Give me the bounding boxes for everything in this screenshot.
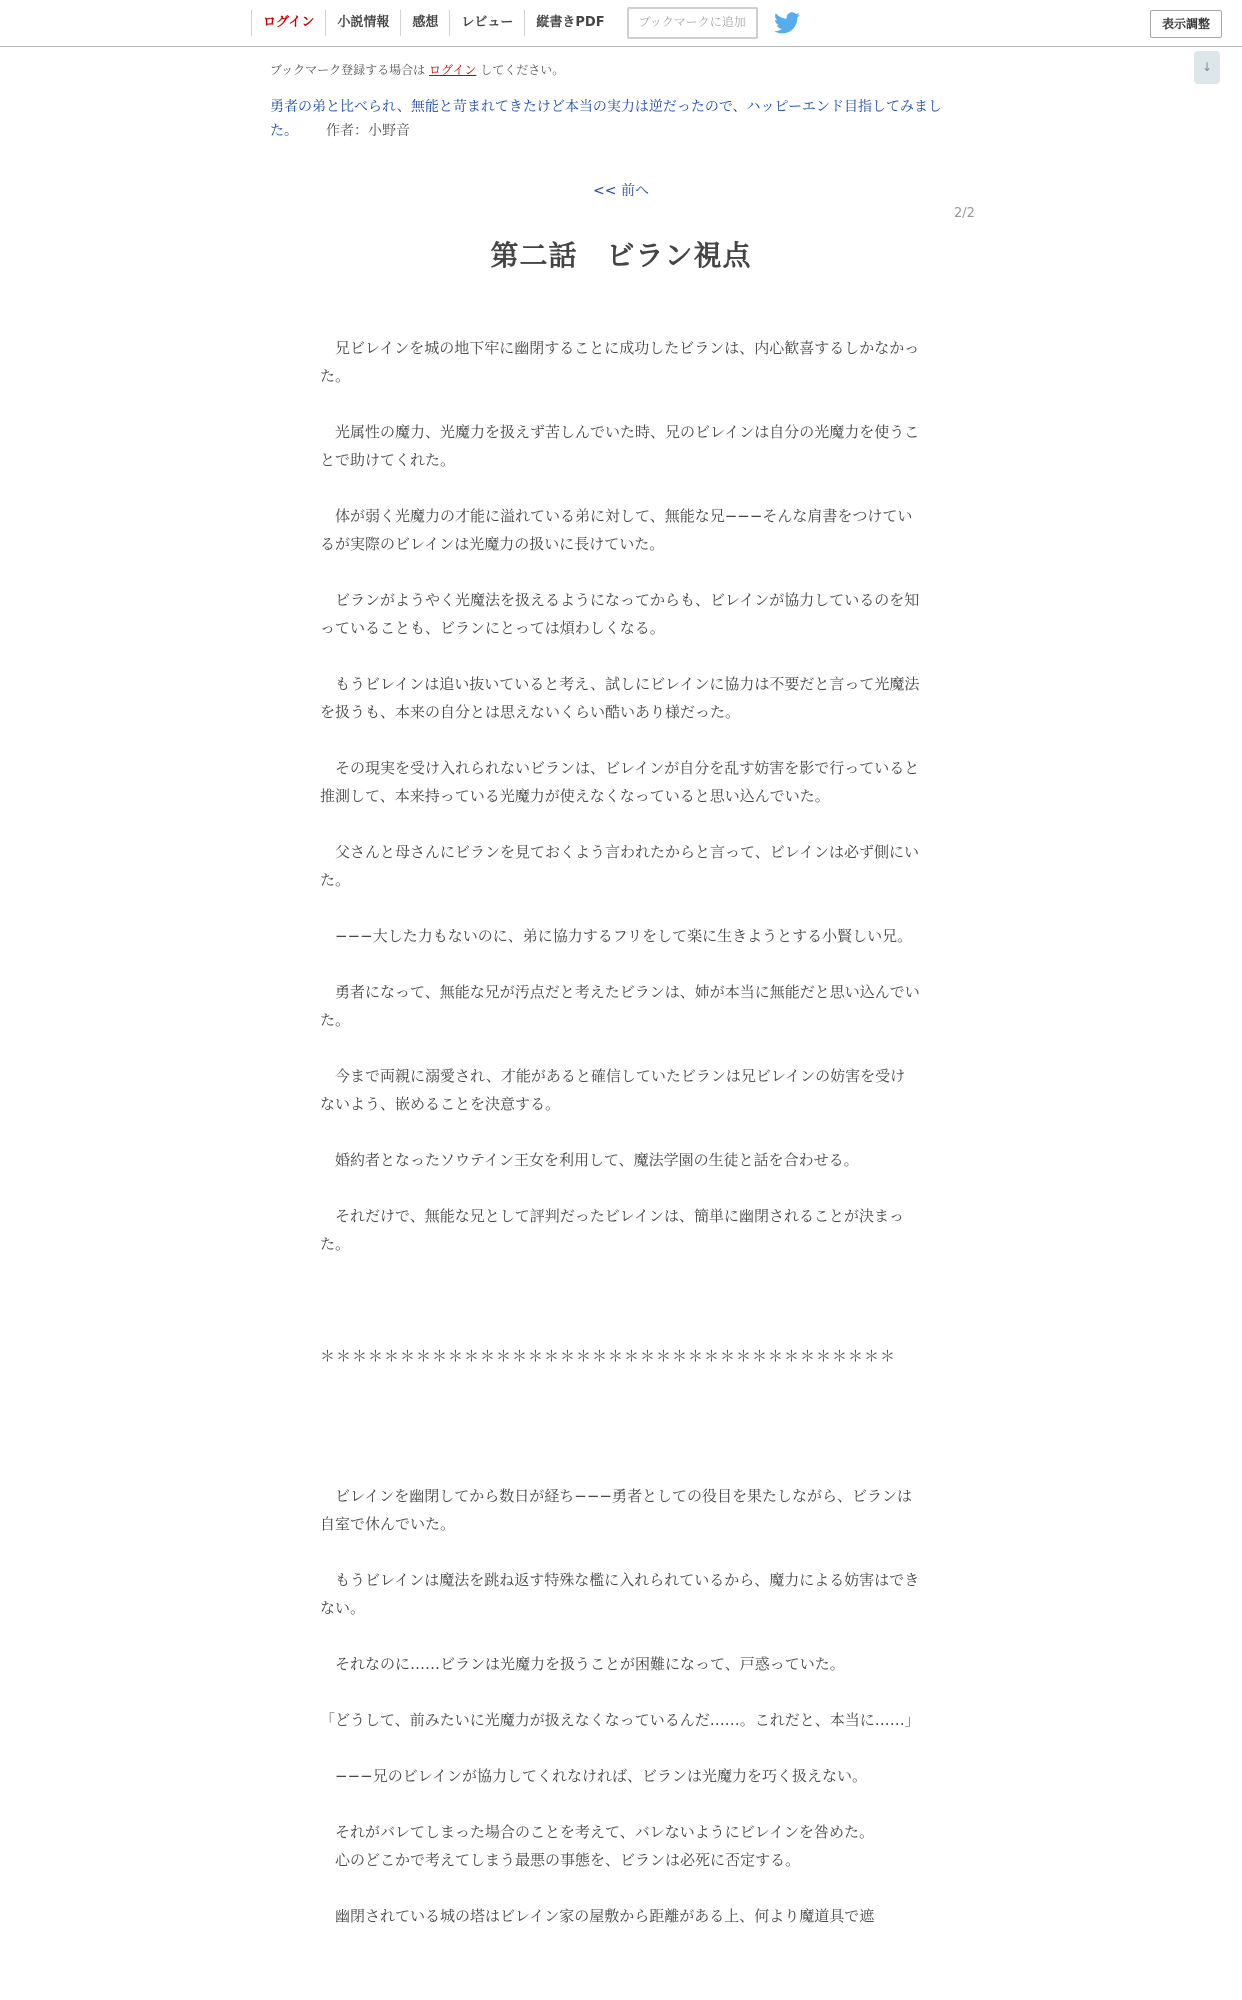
body-paragraph: 今まで両親に溺愛され、才能があると確信していたビランは兄ビレインの妨害を受けないよう、嵌めることを決意する。	[320, 1067, 906, 1113]
twitter-share-button[interactable]	[774, 12, 800, 34]
chapter-title: 第二話 ビラン視点	[490, 239, 752, 272]
prev-page-link	[0, 180, 1242, 200]
header-nav	[251, 0, 800, 46]
bookmark-note-before: ブックマーク登録する場合は	[270, 63, 426, 77]
body-paragraph: 光属性の魔力、光魔力を扱えず苦しんでいた時、兄のビレインは自分の光魔力を使うことで助けてくれた。	[320, 423, 920, 469]
bookmark-note-login-link[interactable]: ログイン	[429, 63, 477, 77]
nav-novel-info-link[interactable]: 小説情報	[325, 10, 400, 36]
body-paragraph: 兄ビレインを城の地下牢に幽閉することに成功したビランは、内心歓喜するしかなかった。	[320, 339, 920, 385]
body-paragraph: ビランがようやく光魔法を扱えるようになってからも、ビレインが協力しているのを知っていることも、ビランにとっては煩わしくなる。	[320, 591, 920, 637]
nav-impressions-link[interactable]: 感想	[400, 10, 449, 36]
novel-info	[270, 95, 946, 143]
body-paragraph: 幽閉されている城の塔はビレイン家の屋敷から距離がある上、何より魔道具で遮	[320, 1907, 875, 1925]
body-paragraph: もうビレインは追い抜いていると考え、試しにビレインに協力は不要だと言って光魔法を扱うも、本来の自分とは思えないくらい酷いあり様だった。	[320, 675, 920, 721]
nav-review-link[interactable]: レビュー	[449, 10, 524, 36]
author-name: 作者：小野音	[326, 123, 410, 139]
twitter-bird-icon	[774, 12, 800, 34]
nav-login-link[interactable]: ログイン	[251, 10, 325, 36]
body-paragraph: −−−兄のビレインが協力してくれなければ、ビランは光魔力を巧く扱えない。	[320, 1767, 867, 1785]
scene-separator: ＊＊＊＊＊＊＊＊＊＊＊＊＊＊＊＊＊＊＊＊＊＊＊＊＊＊＊＊＊＊＊＊＊＊＊＊	[320, 1347, 897, 1365]
dialogue-paragraph: 「どうして、前みたいに光魔力が扱えなくなっているんだ……。これだと、本当に……」	[320, 1711, 920, 1729]
body-paragraph: 体が弱く光魔力の才能に溢れている弟に対して、無能な兄−−−そんな肩書をつけているが実際のビレインは光魔力の扱いに長けていた。	[320, 507, 913, 553]
body-paragraph: 心のどこかで考えてしまう最悪の事態を、ビランは必死に否定する。	[320, 1851, 801, 1869]
body-paragraph: ビレインを幽閉してから数日が経ち−−−勇者としての役目を果たしながら、ビランは自室で休んでいた。	[320, 1487, 912, 1533]
body-paragraph: その現実を受け入れられないビランは、ビレインが自分を乱す妨害を影で行っていると推測して、本来持っている光魔力が使えなくなっていると思い込んでいた。	[320, 759, 920, 805]
top-header	[0, 0, 1242, 47]
bookmark-note	[270, 61, 564, 78]
novel-body	[320, 334, 920, 1958]
body-paragraph: もうビレインは魔法を跳ね返す特殊な檻に入れられているから、魔力による妨害はできない。	[320, 1571, 920, 1617]
body-paragraph: −−−大した力もないのに、弟に協力するフリをして楽に生きようとする小賢しい兄。	[320, 927, 913, 945]
novel-title-link[interactable]: 勇者の弟と比べられ、無能と苛まれてきたけど本当の実力は逆だったので、ハッピーエンド目指してみました。	[270, 99, 942, 139]
display-adjust-button[interactable]: 表示調整	[1150, 10, 1222, 38]
body-paragraph: 勇者になって、無能な兄が汚点だと考えたビランは、姉が本当に無能だと思い込んでいた。	[320, 983, 920, 1029]
body-paragraph: それだけで、無能な兄として評判だったビレインは、簡単に幽閉されることが決まった。	[320, 1207, 904, 1253]
page-count: 2/2	[954, 206, 975, 221]
body-paragraph: 婚約者となったソウテイン王女を利用して、魔法学園の生徒と話を合わせる。	[320, 1151, 859, 1169]
body-paragraph: 父さんと母さんにビランを見ておくよう言われたからと言って、ビレインは必ず側にいた。	[320, 843, 919, 889]
add-bookmark-button[interactable]: ブックマークに追加	[627, 7, 758, 39]
prev-page-anchor[interactable]: << 前へ	[593, 183, 649, 199]
nav-vertical-pdf-link[interactable]: 縦書きPDF	[524, 10, 615, 36]
body-paragraph: それなのに……ビランは光魔力を扱うことが困難になって、戸惑っていた。	[320, 1655, 845, 1673]
scroll-down-button[interactable]: ↓	[1194, 51, 1220, 84]
body-paragraph: それがバレてしまった場合のことを考えて、バレないようにビレインを咎めた。	[320, 1823, 874, 1841]
bookmark-note-after: してください。	[480, 63, 565, 77]
